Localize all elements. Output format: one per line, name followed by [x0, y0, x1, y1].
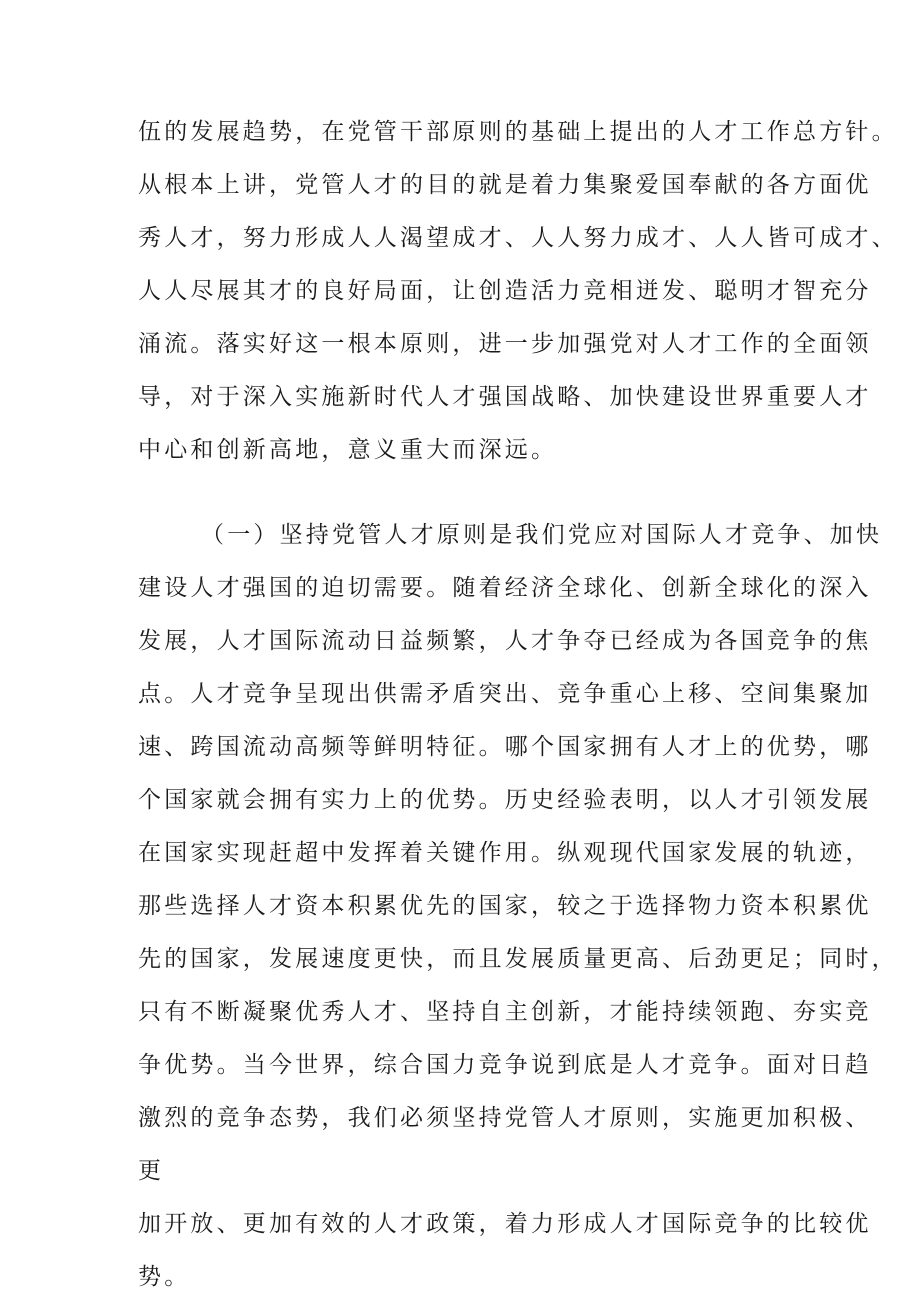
paragraph-2-line: 发展，人才国际流动日益频繁，人才争夺已经成为各国竞争的焦	[138, 628, 872, 654]
paragraph-1-line: 涌流。落实好这一根本原则，进一步加强党对人才工作的全面领	[138, 331, 872, 357]
paragraph-1-line: 中心和创新高地，意义重大而深远。	[138, 437, 558, 463]
paragraph-2-line: （一）坚持党管人才原则是我们党应对国际人才竞争、加快	[201, 522, 883, 548]
paragraph-2-line: 只有不断凝聚优秀人才、坚持自主创新，才能持续领跑、夯实竞	[138, 999, 872, 1025]
paragraph-2-line: 争优势。当今世界，综合国力竞争说到底是人才竞争。面对日趋	[138, 1052, 872, 1078]
paragraph-1-line: 导，对于深入实施新时代人才强国战略、加快建设世界重要人才	[138, 384, 872, 410]
paragraph-2-line: 先的国家，发展速度更快，而且发展质量更高、后劲更足；同时，	[138, 946, 898, 972]
paragraph-2-line: 个国家就会拥有实力上的优势。历史经验表明，以人才引领发展	[138, 787, 872, 813]
paragraph-1-line: 秀人才，努力形成人人渴望成才、人人努力成才、人人皆可成才、	[138, 225, 898, 251]
paragraph-2-line: 点。人才竞争呈现出供需矛盾突出、竞争重心上移、空间集聚加	[138, 681, 872, 707]
paragraph-2-line: 在国家实现赶超中发挥着关键作用。纵观现代国家发展的轨迹，	[138, 840, 872, 866]
paragraph-2-line: 激烈的竞争态势，我们必须坚持党管人才原则，实施更加积极、	[138, 1105, 872, 1131]
paragraph-1-line: 伍的发展趋势，在党管干部原则的基础上提出的人才工作总方针。	[138, 119, 898, 145]
paragraph-2-line: 建设人才强国的迫切需要。随着经济全球化、创新全球化的深入	[138, 575, 872, 601]
paragraph-2-line: 势。	[138, 1264, 191, 1290]
paragraph-2-line: 速、跨国流动高频等鲜明特征。哪个国家拥有人才上的优势，哪	[138, 734, 872, 760]
paragraph-2-line: 更	[138, 1158, 165, 1184]
paragraph-1-line: 人人尽展其才的良好局面，让创造活力竞相迸发、聪明才智充分	[138, 278, 872, 304]
paragraph-1-line: 从根本上讲，党管人才的目的就是着力集聚爱国奉献的各方面优	[138, 172, 872, 198]
paragraph-2-line: 那些选择人才资本积累优先的国家，较之于选择物力资本积累优	[138, 893, 872, 919]
paragraph-2-line: 加开放、更加有效的人才政策，着力形成人才国际竞争的比较优	[138, 1211, 872, 1237]
